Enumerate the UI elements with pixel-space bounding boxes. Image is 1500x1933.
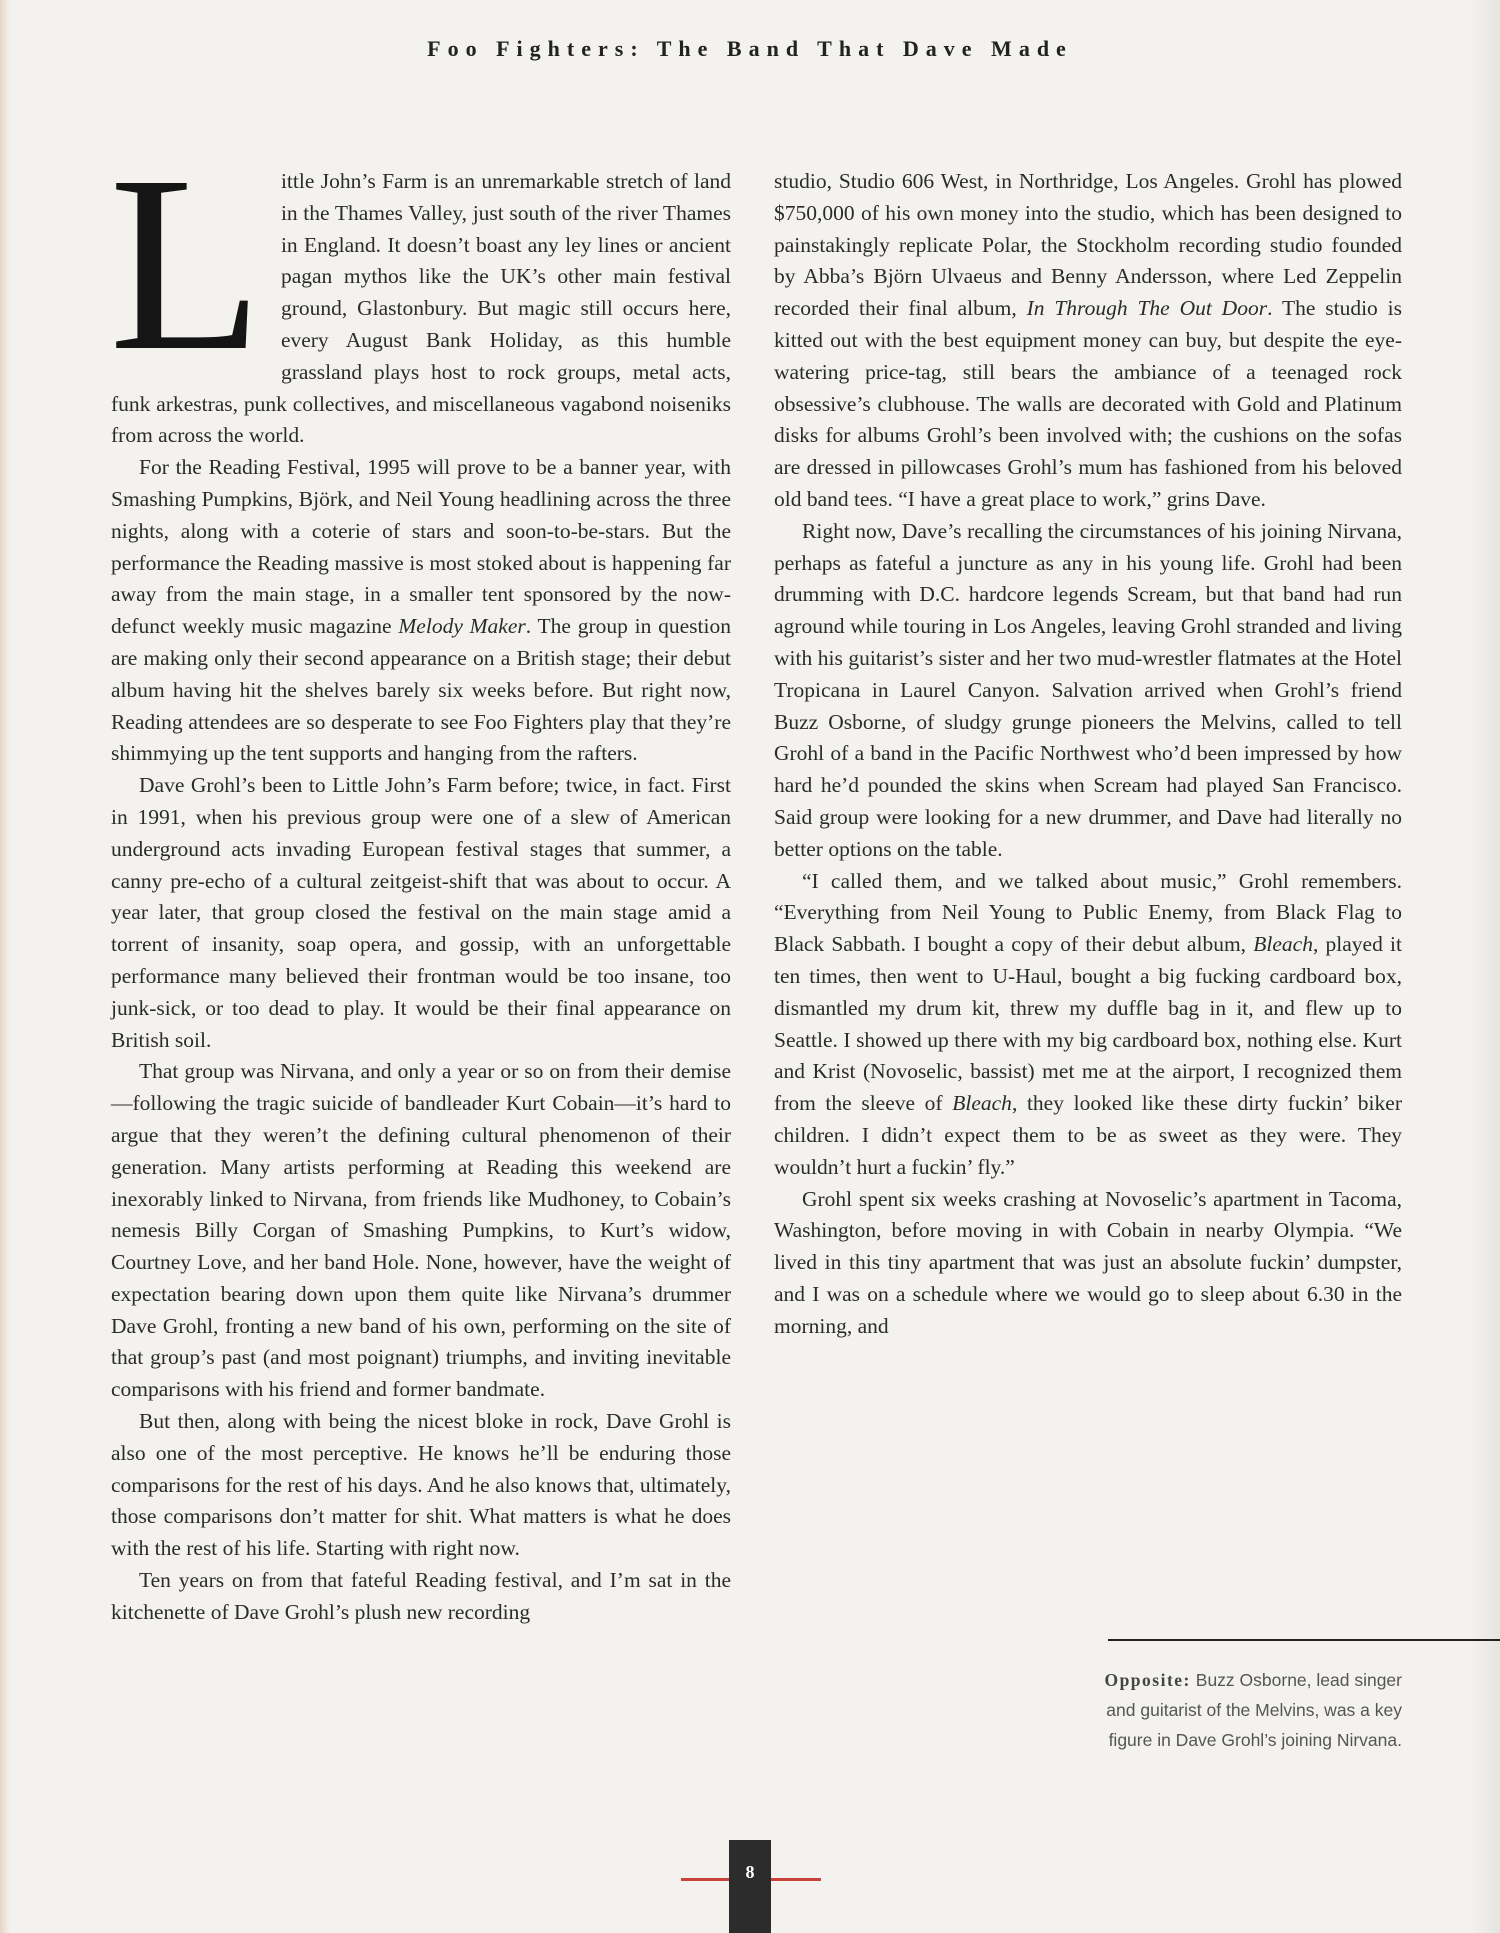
paragraph: “I called them, and we talked about music,” Grohl remembers. “Everything from Neil Young to Public Enemy, from Black Flag to Black Sabbath. I bought a copy of their debut album, Bleach, played it ten times, then went to U-Haul, bought a big fucking cardboard box, dismantled my drum kit, threw my duffle bag in it, and flew up to Seattle. I showed up there with my big cardboard box, nothing else. Kurt and Krist (Novoselic, bassist) met me at the airport, I recognized them from the sleeve of Bleach, they looked like these dirty fuckin’ biker children. I didn’t expect them to be as sweet as they were. They wouldn’t hurt a fuckin’ fly.”: [774, 868, 1402, 1179]
page-number: 8: [745, 1862, 755, 1882]
paragraph: Dave Grohl’s been to Little John’s Farm before; twice, in fact. First in 1991, when his previous group were one of a slew of American underground acts invading European festival stages that summer, a canny pre-echo of a cultural zeitgeist-shift that was about to occur. A year later, that group closed the festival on the main stage amid a torrent of insanity, soap opera, and gossip, with an unforgettable performance many believed their frontman would be too insane, too junk-sick, or too dead to play. It would be their final appearance on British soil.: [111, 773, 731, 1052]
paragraph: [109, 123, 731, 452]
running-head: Foo Fighters: The Band That Dave Made: [427, 36, 1073, 61]
paragraph: Grohl spent six weeks crashing at Novoselic’s apartment in Tacoma, Washington, before moving in with Cobain in nearby Olympia. “We lived in this tiny apartment that was just an absolute fuckin’ dumpster, and I was on a schedule where we would go to sleep about 6.30 in the morning, and: [774, 1186, 1402, 1338]
paragraph: studio, Studio 606 West, in Northridge, Los Angeles. Grohl has plowed $750,000 of his own money into the studio, which has been designed to painstakingly replicate Polar, the Stockholm recording studio founded by Abba’s Björn Ulvaeus and Benny Andersson, where Led Zeppelin recorded their final album, In Through The Out Door. The studio is kitted out with the best equipment money can buy, but despite the eye-watering price-tag, still bears the ambiance of a teenaged rock obsessive’s clubhouse. The walls are decorated with Gold and Platinum disks for albums Grohl’s been involved with; the cushions on the sofas are dressed in pillowcases Grohl’s mum has fashioned from his beloved old band tees. “I have a great place to work,” grins Dave.: [774, 169, 1402, 511]
left-column: [109, 123, 731, 1629]
paragraph: For the Reading Festival, 1995 will prove to be a banner year, with Smashing Pumpkins, Björk, and Neil Young headlining across the three nights, along with a coterie of stars and soon-to-be-stars. But the performance the Reading massive is most stoked about is happening far away from the main stage, in a smaller tent sponsored by the now-defunct weekly music magazine Melody Maker. The group in question are making only their second appearance on a British stage; their debut album having hit the shelves barely six weeks before. But right now, Reading attendees are so desperate to see Foo Fighters play that they’re shimmying up the tent supports and hanging from the rafters.: [111, 455, 731, 766]
page-edge-left: [0, 0, 10, 1933]
page-gutter-shade: [1470, 0, 1500, 1933]
paragraph: But then, along with being the nicest bloke in rock, Dave Grohl is also one of the most perceptive. He knows he’ll be enduring those comparisons for the rest of his days. And he also knows that, ultimately, those comparisons don’t matter for shit. What matters is what he does with the rest of his life. Starting with right now.: [111, 1409, 731, 1561]
folio-tab: [729, 1840, 771, 1933]
right-column: [774, 166, 1402, 1342]
folio-rule-right: [771, 1878, 821, 1881]
folio-rule-left: [681, 1878, 729, 1881]
paragraph: That group was Nirvana, and only a year or so on from their demise—following the tragic suicide of bandleader Kurt Cobain—it’s hard to argue that they weren’t the defining cultural phenomenon of their generation. Many artists performing at Reading this weekend are inexorably linked to Nirvana, from friends like Mudhoney, to Cobain’s nemesis Billy Corgan of Smashing Pumpkins, to Kurt’s widow, Courtney Love, and her band Hole. None, however, have the weight of expectation bearing down upon them quite like Nirvana’s drummer Dave Grohl, fronting a new band of his own, performing on the site of that group’s past (and most poignant) triumphs, and inviting inevitable comparisons with his friend and former bandmate.: [111, 1059, 731, 1402]
caption-rule: [1108, 1639, 1500, 1641]
photo-caption: [1080, 1665, 1402, 1755]
drop-cap: L: [109, 123, 263, 403]
paragraph: Right now, Dave’s recalling the circumstances of his joining Nirvana, perhaps as fateful a juncture as any in his young life. Grohl had been drumming with D.C. hardcore legends Scream, but that band had run aground while touring in Los Angeles, leaving Grohl stranded and living with his guitarist’s sister and her two mud-wrestler flatmates at the Hotel Tropicana in Laurel Canyon. Salvation arrived when Grohl’s friend Buzz Osborne, of sludgy grunge pioneers the Melvins, called to tell Grohl of a band in the Pacific Northwest who’d been impressed by how hard he’d pounded the skins when Scream had played San Francisco. Said group were looking for a new drummer, and Dave had literally no better options on the table.: [774, 518, 1402, 861]
caption-label: Opposite:: [1104, 1670, 1191, 1690]
caption-text: Buzz Osborne, lead singer and guitarist of the Melvins, was a key figure in Dave Grohl’s joining Nirvana.: [1106, 1670, 1402, 1750]
paragraph: Ten years on from that fateful Reading festival, and I’m sat in the kitchenette of Dave Grohl’s plush new recording: [111, 1568, 731, 1624]
paragraph-text: ittle John’s Farm is an unremarkable stretch of land in the Thames Valley, just south of the river Thames in England. It doesn’t boast any ley lines or ancient pagan mythos like the UK’s other main festival ground, Glastonbury. But magic still occurs here, every August Bank Holiday, as this humble grassland plays host to rock groups, metal acts, funk arkestras, punk collectives, and miscellaneous vagabond noiseniks from across the world.: [111, 169, 731, 448]
